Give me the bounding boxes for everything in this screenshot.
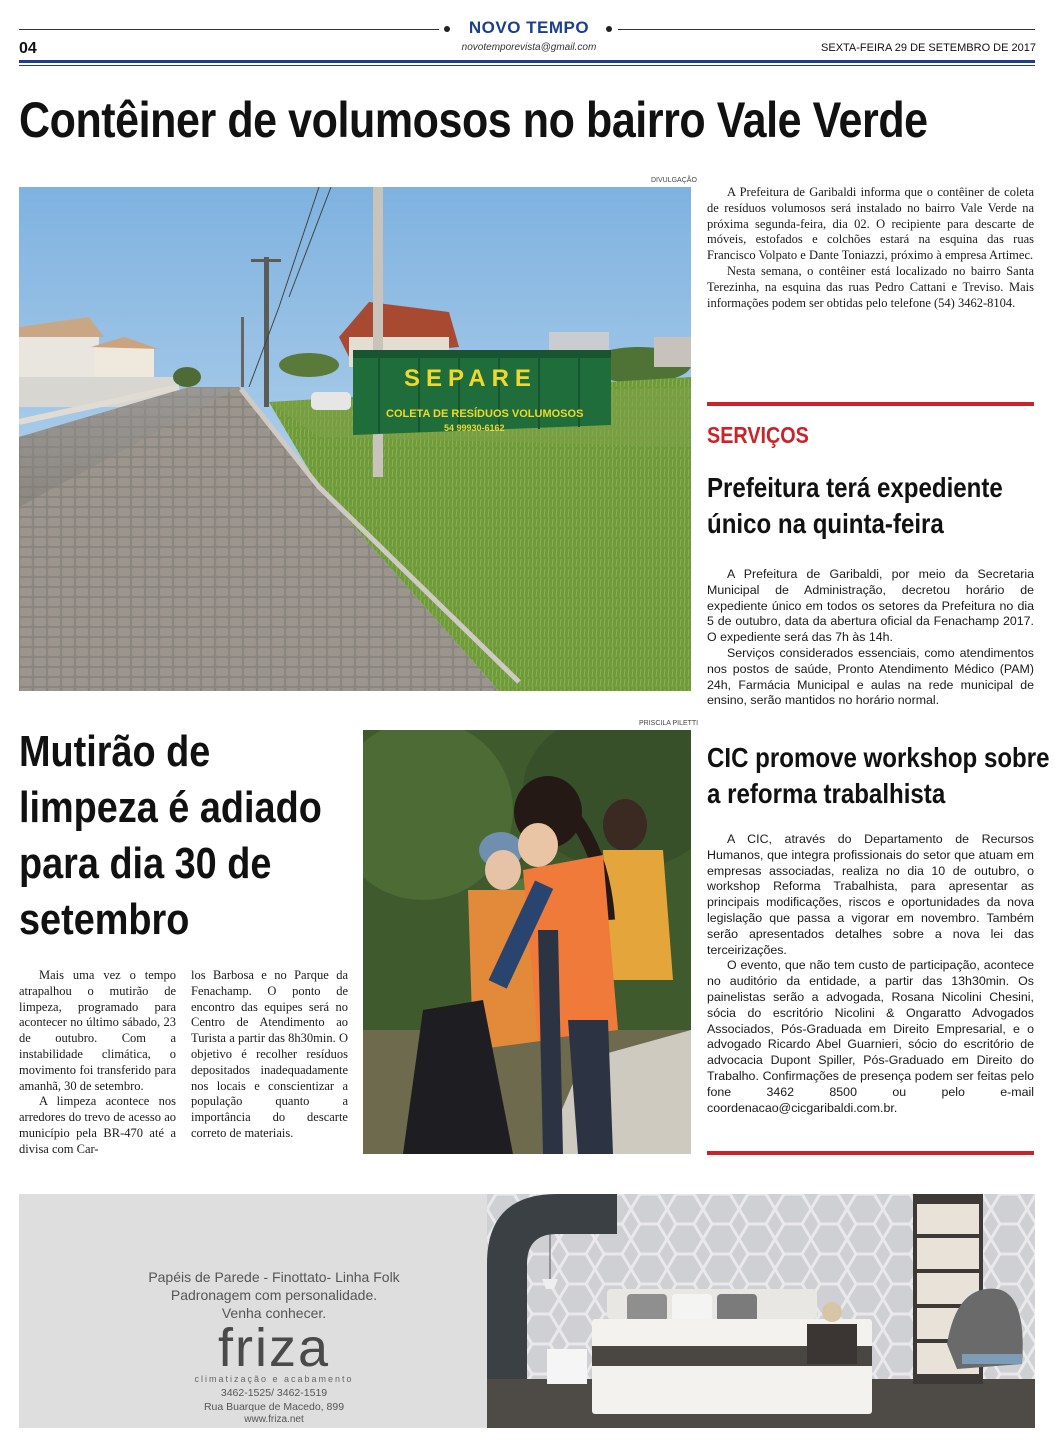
header-rule-right (618, 29, 1035, 30)
article4-headline-line: Mutirão de (19, 727, 211, 776)
ad-tagline: climatização e acabamento (194, 1374, 354, 1384)
container-sign-subtitle: COLETA DE RESÍDUOS VOLUMOSOS (386, 408, 584, 420)
ad-line-3: Venha conhecer. (221, 1305, 327, 1321)
ad-phones: 3462-1525/ 3462-1519 (220, 1387, 328, 1399)
issue-date: SEXTA-FEIRA 29 DE SETEMBRO DE 2017 (821, 42, 1036, 54)
ad-line-1: Papéis de Parede - Finottato- Linha Folk (148, 1269, 400, 1285)
article1-headline: Contêiner de volumosos no bairro Vale Verde (19, 92, 928, 148)
header-blue-rule-thin (19, 65, 1035, 66)
ad-line-2: Padronagem com personalidade. (170, 1287, 378, 1303)
ad-bedroom-image (487, 1194, 1035, 1428)
article3-headline-line: a reforma trabalhista (707, 778, 946, 809)
article4-headline (19, 724, 322, 948)
article4-headline-line: setembro (19, 895, 190, 944)
article3-paragraph: O evento, que não tem custo de participação, acontece no auditório da entidade, a partir das 13h30min. Os painelistas serão a advogada, Rosana Nicolini Chesini, sócia do escritório Nicolini & Ongaratto Advogados Associados, Pós-Graduada em Direito Empresarial, e o advogado Ricardo Abel Guarnieri, sócio do escritório de advocacia Dupont Spiller, Pós-Graduado em Direito do Trabalho. Confirmações de presença podem ser feitas pelo fone 3462 8500 ou pelo e-mail coordenacao@cicgaribaldi.com.br. (707, 958, 1034, 1115)
article2-paragraph: Serviços considerados essenciais, como atendimentos nos postos de saúde, Pronto Atendimento Médico (PAM) 24h, Farmácia Municipal e aulas na rede municipal de ensino, serão mantidos no horário normal. (707, 645, 1034, 708)
article4-col2 (191, 968, 348, 1142)
header-dot-right (606, 26, 612, 32)
article4-paragraph: Mais uma vez o tempo atrapalhou o mutirão de limpeza, programado para acontecer no último sábado, 23 de outubro. Com a instabilidade climática, o movimento foi transferido para amanhã, 30 de setembro. (19, 968, 176, 1093)
services-bottom-rule (707, 1151, 1034, 1155)
friza-logo: friza (217, 1318, 330, 1378)
article1-photo (19, 187, 691, 691)
article2-paragraph: A Prefeitura de Garibaldi, por meio da Secretaria Municipal de Administração, decretou horário de expediente único em todos os setores da Prefeitura no dia 5 de outubro, data da abertura oficial da Fenachamp 2017. O expediente será das 7h às 14h. (707, 567, 1034, 645)
ad-website[interactable]: www.friza.net (244, 1414, 304, 1425)
article2-headline (707, 470, 1003, 542)
article3-body (707, 832, 1034, 1116)
page-number: 04 (19, 40, 37, 57)
header-blue-rule (19, 60, 1035, 63)
article1-body (707, 185, 1034, 311)
article4-photo-credit: PRISCILA PILETTI (639, 720, 699, 727)
article3-paragraph: A CIC, através do Departamento de Recursos Humanos, que integra profissionais do setor que atuam em empresas associadas, realiza no dia 10 de outubro, o workshop Reforma Trabalhista, para apresentar as principais modificações, riscos e oportunidades da nova legislação que passa a vigorar em novembro. Também serão apresentados detalhes sobre a nova lei das terceirizações. (707, 832, 1034, 957)
article4-photo (363, 730, 691, 1154)
article2-headline-line: único na quinta-feira (707, 508, 944, 539)
article4-col1 (19, 968, 176, 1158)
publication-name: NOVO TEMPO (468, 18, 590, 37)
article1-photo-credit: DIVULGAÇÃO (651, 177, 697, 184)
article4-headline-line: limpeza é adiado (19, 783, 322, 832)
container-sign-phone: 54 99930-6162 (444, 423, 505, 433)
article2-body (707, 567, 1034, 709)
services-top-rule (707, 402, 1034, 406)
friza-advertisement[interactable] (19, 1194, 1035, 1428)
article3-headline-line: CIC promove workshop sobre (707, 742, 1050, 773)
article1-paragraph: A Prefeitura de Garibaldi informa que o contêiner de coleta de resíduos volumosos será instalado no bairro Vale Verde na próxima segunda-feira, dia 02. O recipiente para descarte de móveis, estofados e colchões estará na esquina das ruas Francisco Volpato e Dante Toniazzi, próximo à empresa Artimec. (707, 185, 1034, 263)
article1-paragraph: Nesta semana, o contêiner está localizado no bairro Santa Terezinha, na esquina das ruas Pedro Cattani e Treviso. Mais informações podem ser obtidas pelo telefone (54) 3462-8104. (707, 263, 1034, 310)
article4-headline-line: para dia 30 de (19, 839, 272, 888)
services-section-label: SERVIÇOS (707, 422, 809, 448)
article4-paragraph: A limpeza acontece nos arredores do trevo de acesso ao município pela BR-470 até a divisa com Car- (19, 1094, 176, 1156)
article2-headline-line: Prefeitura terá expediente (707, 472, 1003, 503)
container-sign-word: SEPARE (404, 365, 537, 392)
publication-email: novotemporevista@gmail.com (461, 42, 597, 53)
article3-headline (707, 740, 1050, 812)
ad-address: Rua Buarque de Macedo, 899 (203, 1401, 345, 1413)
article4-paragraph-continued: los Barbosa e no Parque da Fenachamp. O ponto de encontro das equipes será no Centro de Atendimento ao Turista a partir das 8h30min. O objetivo é recolher resíduos depositados inadequadamente nos locais e conscientizar a população quanto a importância do descarte correto de materiais. (191, 968, 348, 1140)
